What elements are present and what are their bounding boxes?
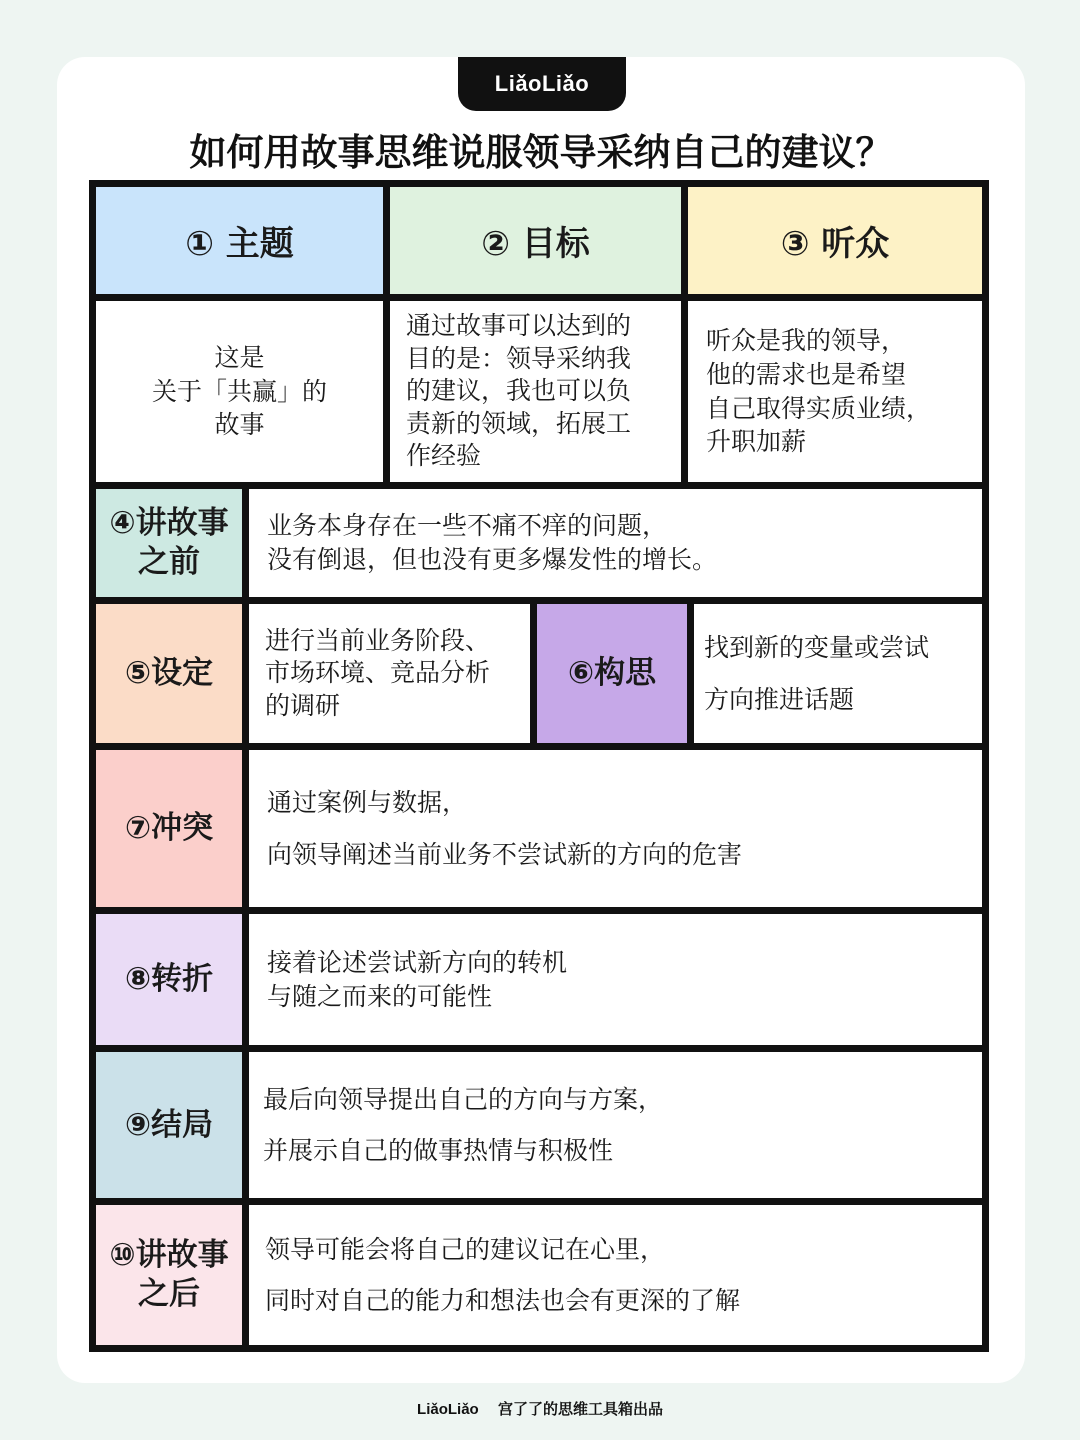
goal-line: 的建议，我也可以负: [406, 376, 632, 406]
turn-text: [249, 914, 982, 1045]
goal-line: 责新的领域，拓展工: [406, 408, 632, 438]
goal-line: 通过故事可以达到的: [406, 311, 632, 341]
audience-line: 自己取得实质业绩，: [706, 393, 932, 423]
topic-description: [96, 301, 383, 482]
header-audience: ③ 听众: [688, 187, 982, 294]
topic-line: 这是: [214, 342, 265, 372]
goal-line: 作经验: [406, 441, 482, 471]
text-line: 方向推进话题: [704, 684, 855, 714]
label-line: 之后: [138, 1276, 200, 1312]
topic-line: 关于「共赢」的: [151, 376, 327, 406]
label-line: ⑤设定: [124, 655, 214, 692]
conflict-text: [249, 750, 982, 907]
label-turn: [96, 914, 242, 1045]
text-line: 与随之而来的可能性: [267, 981, 493, 1011]
text-line: 找到新的变量或尝试: [704, 633, 930, 663]
audience-line: 听众是我的领导，: [706, 326, 907, 355]
story-table: [89, 180, 989, 1352]
text-line: 的调研: [265, 690, 341, 720]
footer-credit: 宫了了的思维工具箱出品: [497, 1400, 663, 1418]
text-line: 并展示自己的做事热情与积极性: [263, 1136, 614, 1165]
goal-line: 目的是：领导采纳我: [406, 343, 632, 373]
text-line: 市场环境、竞品分析: [265, 658, 491, 688]
footer: [0, 1398, 1080, 1419]
label-idea: [537, 604, 687, 743]
text-line: 接着论述尝试新方向的转机: [267, 947, 568, 977]
label-line: 之前: [138, 544, 200, 580]
label-line: ⑩讲故事: [109, 1237, 229, 1274]
text-line: 进行当前业务阶段、: [265, 625, 491, 655]
header-goal: ② 目标: [390, 187, 681, 294]
audience-description: [688, 301, 982, 482]
label-line: ⑦冲突: [124, 810, 214, 847]
page-title: 如何用故事思维说服领导采纳自己的建议？: [189, 131, 893, 174]
label-line: ⑧转折: [124, 961, 214, 998]
footer-logo: LiǎoLiǎo: [417, 1401, 479, 1418]
topic-line: 故事: [214, 410, 265, 440]
text-line: 没有倒退，但也没有更多爆发性的增长。: [267, 545, 718, 574]
text-line: 通过案例与数据，: [267, 788, 468, 818]
ending-text: [249, 1052, 982, 1198]
label-conflict: [96, 750, 242, 907]
text-line: 领导可能会将自己的建议记在心里，: [265, 1234, 666, 1264]
label-before-story: [96, 489, 242, 597]
label-after-story: [96, 1205, 242, 1345]
label-setting: [96, 604, 242, 743]
text-line: 业务本身存在一些不痛不痒的问题，: [267, 511, 668, 541]
before-story-text: [249, 489, 982, 597]
text-line: 最后向领导提出自己的方向与方案，: [263, 1084, 664, 1114]
setting-text: [249, 604, 530, 743]
text-line: 同时对自己的能力和想法也会有更深的了解: [265, 1286, 741, 1315]
label-ending: [96, 1052, 242, 1198]
label-line: ④讲故事: [109, 505, 229, 542]
brand-logo: LiǎoLiǎo: [458, 57, 626, 111]
text-line: 向领导阐述当前业务不尝试新的方向的危害: [267, 839, 743, 869]
audience-line: 升职加薪: [706, 427, 807, 457]
label-line: ⑨结局: [124, 1106, 214, 1143]
audience-line: 他的需求也是希望: [706, 359, 907, 389]
goal-description: [390, 301, 681, 482]
idea-text: [694, 604, 982, 743]
label-line: ⑥构思: [567, 655, 657, 692]
header-topic: ① 主题: [96, 187, 383, 294]
after-story-text: [249, 1205, 982, 1345]
